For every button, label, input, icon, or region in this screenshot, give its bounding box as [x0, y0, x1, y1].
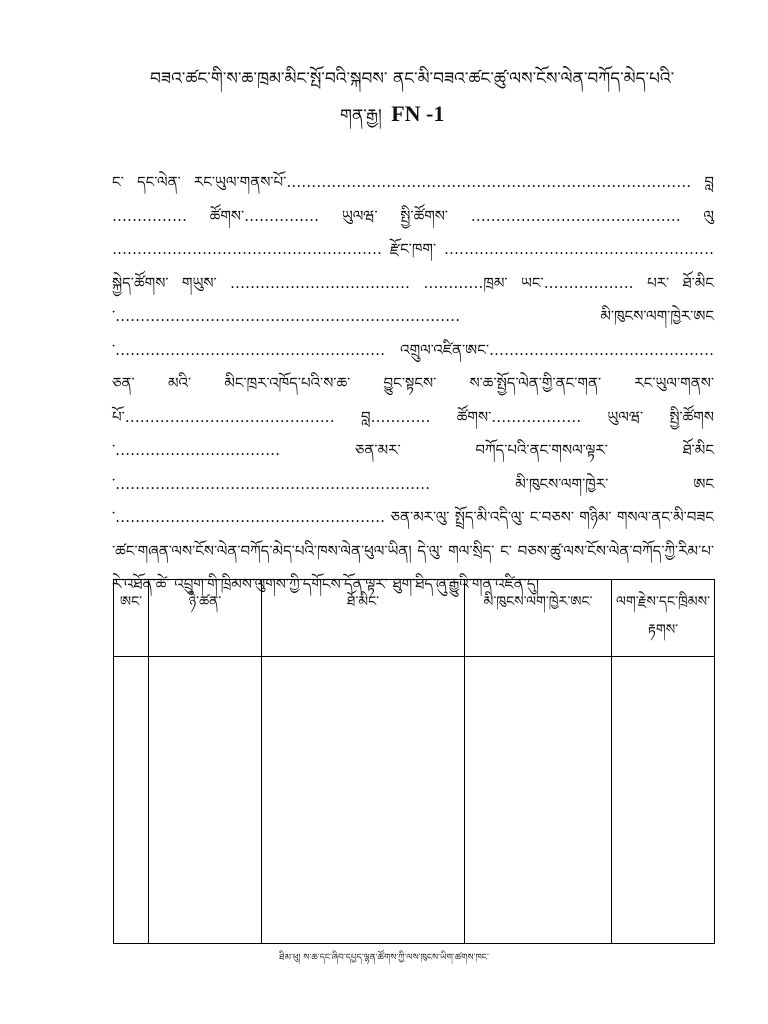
cell-cid-number[interactable] [465, 657, 612, 944]
cell-name[interactable] [262, 657, 465, 944]
form-code: FN -1 [391, 101, 445, 126]
table-header-row [114, 580, 715, 657]
header-signature-seal: ལག་རྗེས་དང་ཁྲིམས་རྟགས་ [612, 580, 715, 657]
table-row [114, 657, 715, 944]
header-serial-no: ཨང་ [114, 580, 149, 657]
document-title-line-2 [340, 96, 444, 144]
signatory-table [113, 579, 715, 944]
cell-signature-seal[interactable] [612, 657, 715, 944]
cell-serial-no[interactable] [114, 657, 149, 944]
title-line-1: བཟའ་ཚང་གི་ས་ཆ་ཁྲམ་མིང་སྤོ་བའི་སྐབས་ ནང་མི་བཟའ་ཚང་ཚུ་ལས་ངོས་ལེན་བཀོད་མེད་པའི་ [150, 69, 675, 89]
document-title [150, 66, 710, 92]
header-cid-number: མི་ཁུངས་ལག་ཁྱེར་ཨང་ [465, 580, 612, 657]
header-relation: ཉེ་ཚན་ [149, 580, 262, 657]
cell-relation[interactable] [149, 657, 262, 944]
header-name: ཐོ་མིང་ [262, 580, 465, 657]
declaration-paragraph: ང་ དང་ལེན་ རང་ཡུལ་གནས་པོ་……………………………………………………………………… བླ …………… ཚོགས་…………… ཡུལཝ་ སྤྱི་ཚོགས་ …………………………………… ལུ ……………………………………………… རྫོང་ཁག་ ……………………………………………… སྐྱེད་ཚོགས་ གཡུས་ ……………………………… …………ཁྲམ་ ཡང་……………… པར་ ཐོ་མིང་…………………………………………………………… མི་ཁུངས་ལག་ཁྱེར་ཨང་……………………………………………… འགྲུལ་འཛིན་ཨང་……………………………………… ཅན་ མའི་ མིང་ཁྲར་འཁོད་པའི་ས་ཆ་ བྱུང་སྟངས་ ས་ཆ་སྤྱོད་ལེན་གྱི་ནང་གན་ རང་ཡུལ་གནས་པོ་…………………………………… བླ………… ཚོགས་……………… ཡུལཝ་ སྤྱི་ཚོགས་…………………………… ཅན་མར་ བཀོད་པའི་ནང་གསལ་ལྟར་ ཐོ་མིང་……………………………………………………… མི་ཁུངས་ལག་ཁྱེར་ ཨང་……………………………………………… ཅན་མར་ལུ་ སྤྲོད་མི་འདི་ལུ་ ང་བཅས་ གཉིམ་ གསལ་ནང་མི་བཟང་ཚང་གཞན་ལས་ངོས་ལེན་བཀོད་མེད་པའི་ཁས་ལེན་ཕུལ་ཡིན། དེ་ལུ་ གལ་སྲིད་ ང་ བཅས་ཚུ་ལས་ངོས་ལེན་བཀོད་ཀྱི་རིམ་པ་རེ་འཐོན་ཚེ་ འབྲུག་གི་ཁྲིམས་ལུགས་ཀྱི་དགོངས་དོན་ལྟར་ ཐུག་ཐིད་ཞུ་རྒྱུའི་གན་འཛིན་དུ། [112, 173, 715, 593]
page-footer: ཐིམ་ཕུ། ས་ཆ་དང་ཞིབ་དཔྱད་ལྷན་ཚོགས་ཀྱི་ལས་ཁུངས་ཡིག་ཚགས་ཁང་ [279, 953, 489, 963]
title-line-2: གན་རྒྱ། [340, 106, 382, 126]
